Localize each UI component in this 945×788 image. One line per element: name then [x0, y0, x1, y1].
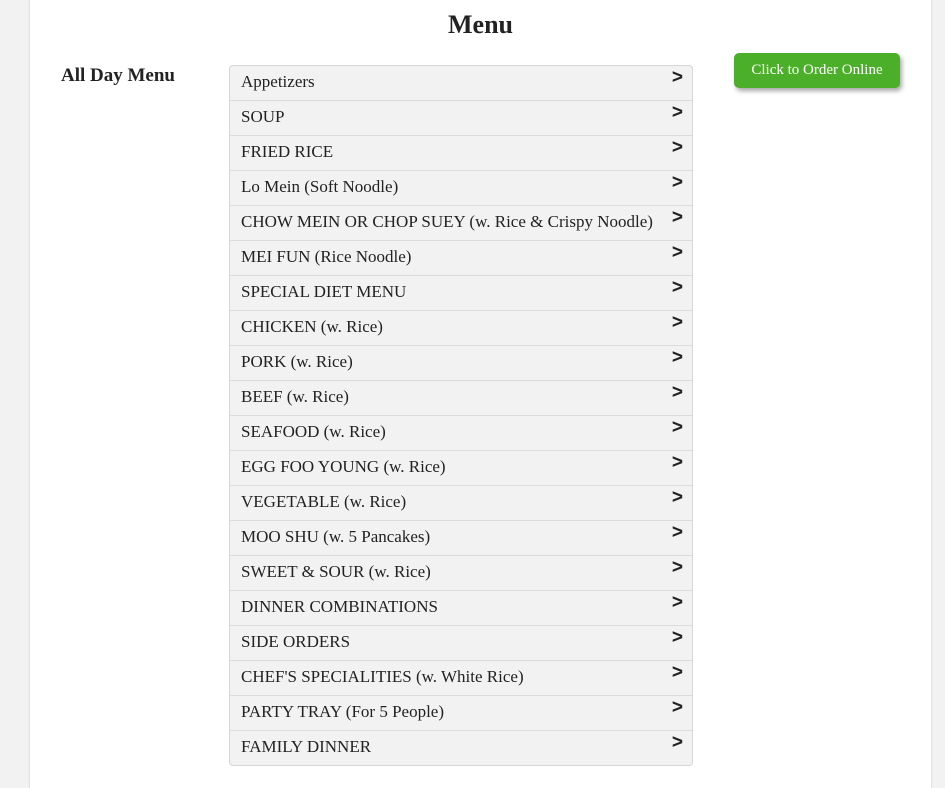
page-title: Menu — [448, 10, 513, 39]
menu-category-item[interactable] — [230, 136, 692, 171]
menu-category-item[interactable] — [230, 381, 692, 416]
menu-category-label: FRIED RICE — [241, 142, 334, 161]
chevron-right-icon: > — [671, 662, 683, 683]
chevron-right-icon: > — [671, 487, 683, 508]
chevron-right-icon: > — [671, 627, 683, 648]
menu-category-item[interactable] — [230, 241, 692, 276]
page-container — [29, 0, 932, 788]
menu-section-label: All Day Menu — [61, 65, 175, 86]
menu-category-item[interactable] — [230, 486, 692, 521]
chevron-right-icon: > — [671, 312, 683, 333]
menu-category-label: SEAFOOD (w. Rice) — [241, 422, 386, 441]
chevron-right-icon: > — [671, 417, 683, 438]
chevron-right-icon: > — [671, 172, 683, 193]
chevron-right-icon: > — [671, 277, 683, 298]
menu-category-label: MEI FUN (Rice Noodle) — [241, 247, 412, 266]
menu-category-label: Appetizers — [241, 72, 315, 91]
menu-category-label: SWEET & SOUR (w. Rice) — [241, 562, 431, 581]
order-online-button[interactable]: Click to Order Online — [734, 53, 900, 88]
menu-category-item[interactable] — [230, 451, 692, 486]
menu-category-label: SOUP — [241, 107, 285, 126]
chevron-right-icon: > — [671, 67, 683, 88]
chevron-right-icon: > — [671, 732, 683, 753]
menu-category-item[interactable] — [230, 556, 692, 591]
chevron-right-icon: > — [671, 207, 683, 228]
menu-category-label: CHEF'S SPECIALITIES (w. White Rice) — [241, 667, 524, 686]
menu-category-label: VEGETABLE (w. Rice) — [241, 492, 407, 511]
menu-category-item[interactable] — [230, 626, 692, 661]
menu-category-item[interactable] — [230, 661, 692, 696]
chevron-right-icon: > — [671, 452, 683, 473]
menu-category-label: PARTY TRAY (For 5 People) — [241, 702, 445, 721]
chevron-right-icon: > — [671, 102, 683, 123]
menu-category-item[interactable] — [230, 521, 692, 556]
chevron-right-icon: > — [671, 592, 683, 613]
menu-category-label: SIDE ORDERS — [241, 632, 351, 651]
menu-category-item[interactable] — [230, 311, 692, 346]
menu-category-label: CHICKEN (w. Rice) — [241, 317, 383, 336]
menu-category-label: BEEF (w. Rice) — [241, 387, 349, 406]
chevron-right-icon: > — [671, 242, 683, 263]
menu-category-list — [229, 65, 693, 766]
menu-category-item[interactable] — [230, 696, 692, 731]
menu-category-label: FAMILY DINNER — [241, 737, 372, 756]
menu-category-label: EGG FOO YOUNG (w. Rice) — [241, 457, 446, 476]
menu-category-item[interactable] — [230, 101, 692, 136]
menu-category-item[interactable] — [230, 416, 692, 451]
menu-category-item[interactable] — [230, 206, 692, 241]
menu-category-item[interactable] — [230, 731, 692, 765]
chevron-right-icon: > — [671, 382, 683, 403]
menu-category-label: PORK (w. Rice) — [241, 352, 353, 371]
chevron-right-icon: > — [671, 522, 683, 543]
menu-category-item[interactable] — [230, 171, 692, 206]
menu-category-item[interactable] — [230, 276, 692, 311]
menu-category-item[interactable] — [230, 591, 692, 626]
chevron-right-icon: > — [671, 137, 683, 158]
chevron-right-icon: > — [671, 347, 683, 368]
menu-category-item[interactable] — [230, 66, 692, 101]
menu-category-item[interactable] — [230, 346, 692, 381]
menu-category-label: MOO SHU (w. 5 Pancakes) — [241, 527, 431, 546]
menu-category-label: CHOW MEIN OR CHOP SUEY (w. Rice & Crispy Noodle) — [241, 212, 653, 231]
menu-category-label: DINNER COMBINATIONS — [241, 597, 438, 616]
menu-category-label: SPECIAL DIET MENU — [241, 282, 407, 301]
menu-category-label: Lo Mein (Soft Noodle) — [241, 177, 399, 196]
chevron-right-icon: > — [671, 557, 683, 578]
chevron-right-icon: > — [671, 697, 683, 718]
